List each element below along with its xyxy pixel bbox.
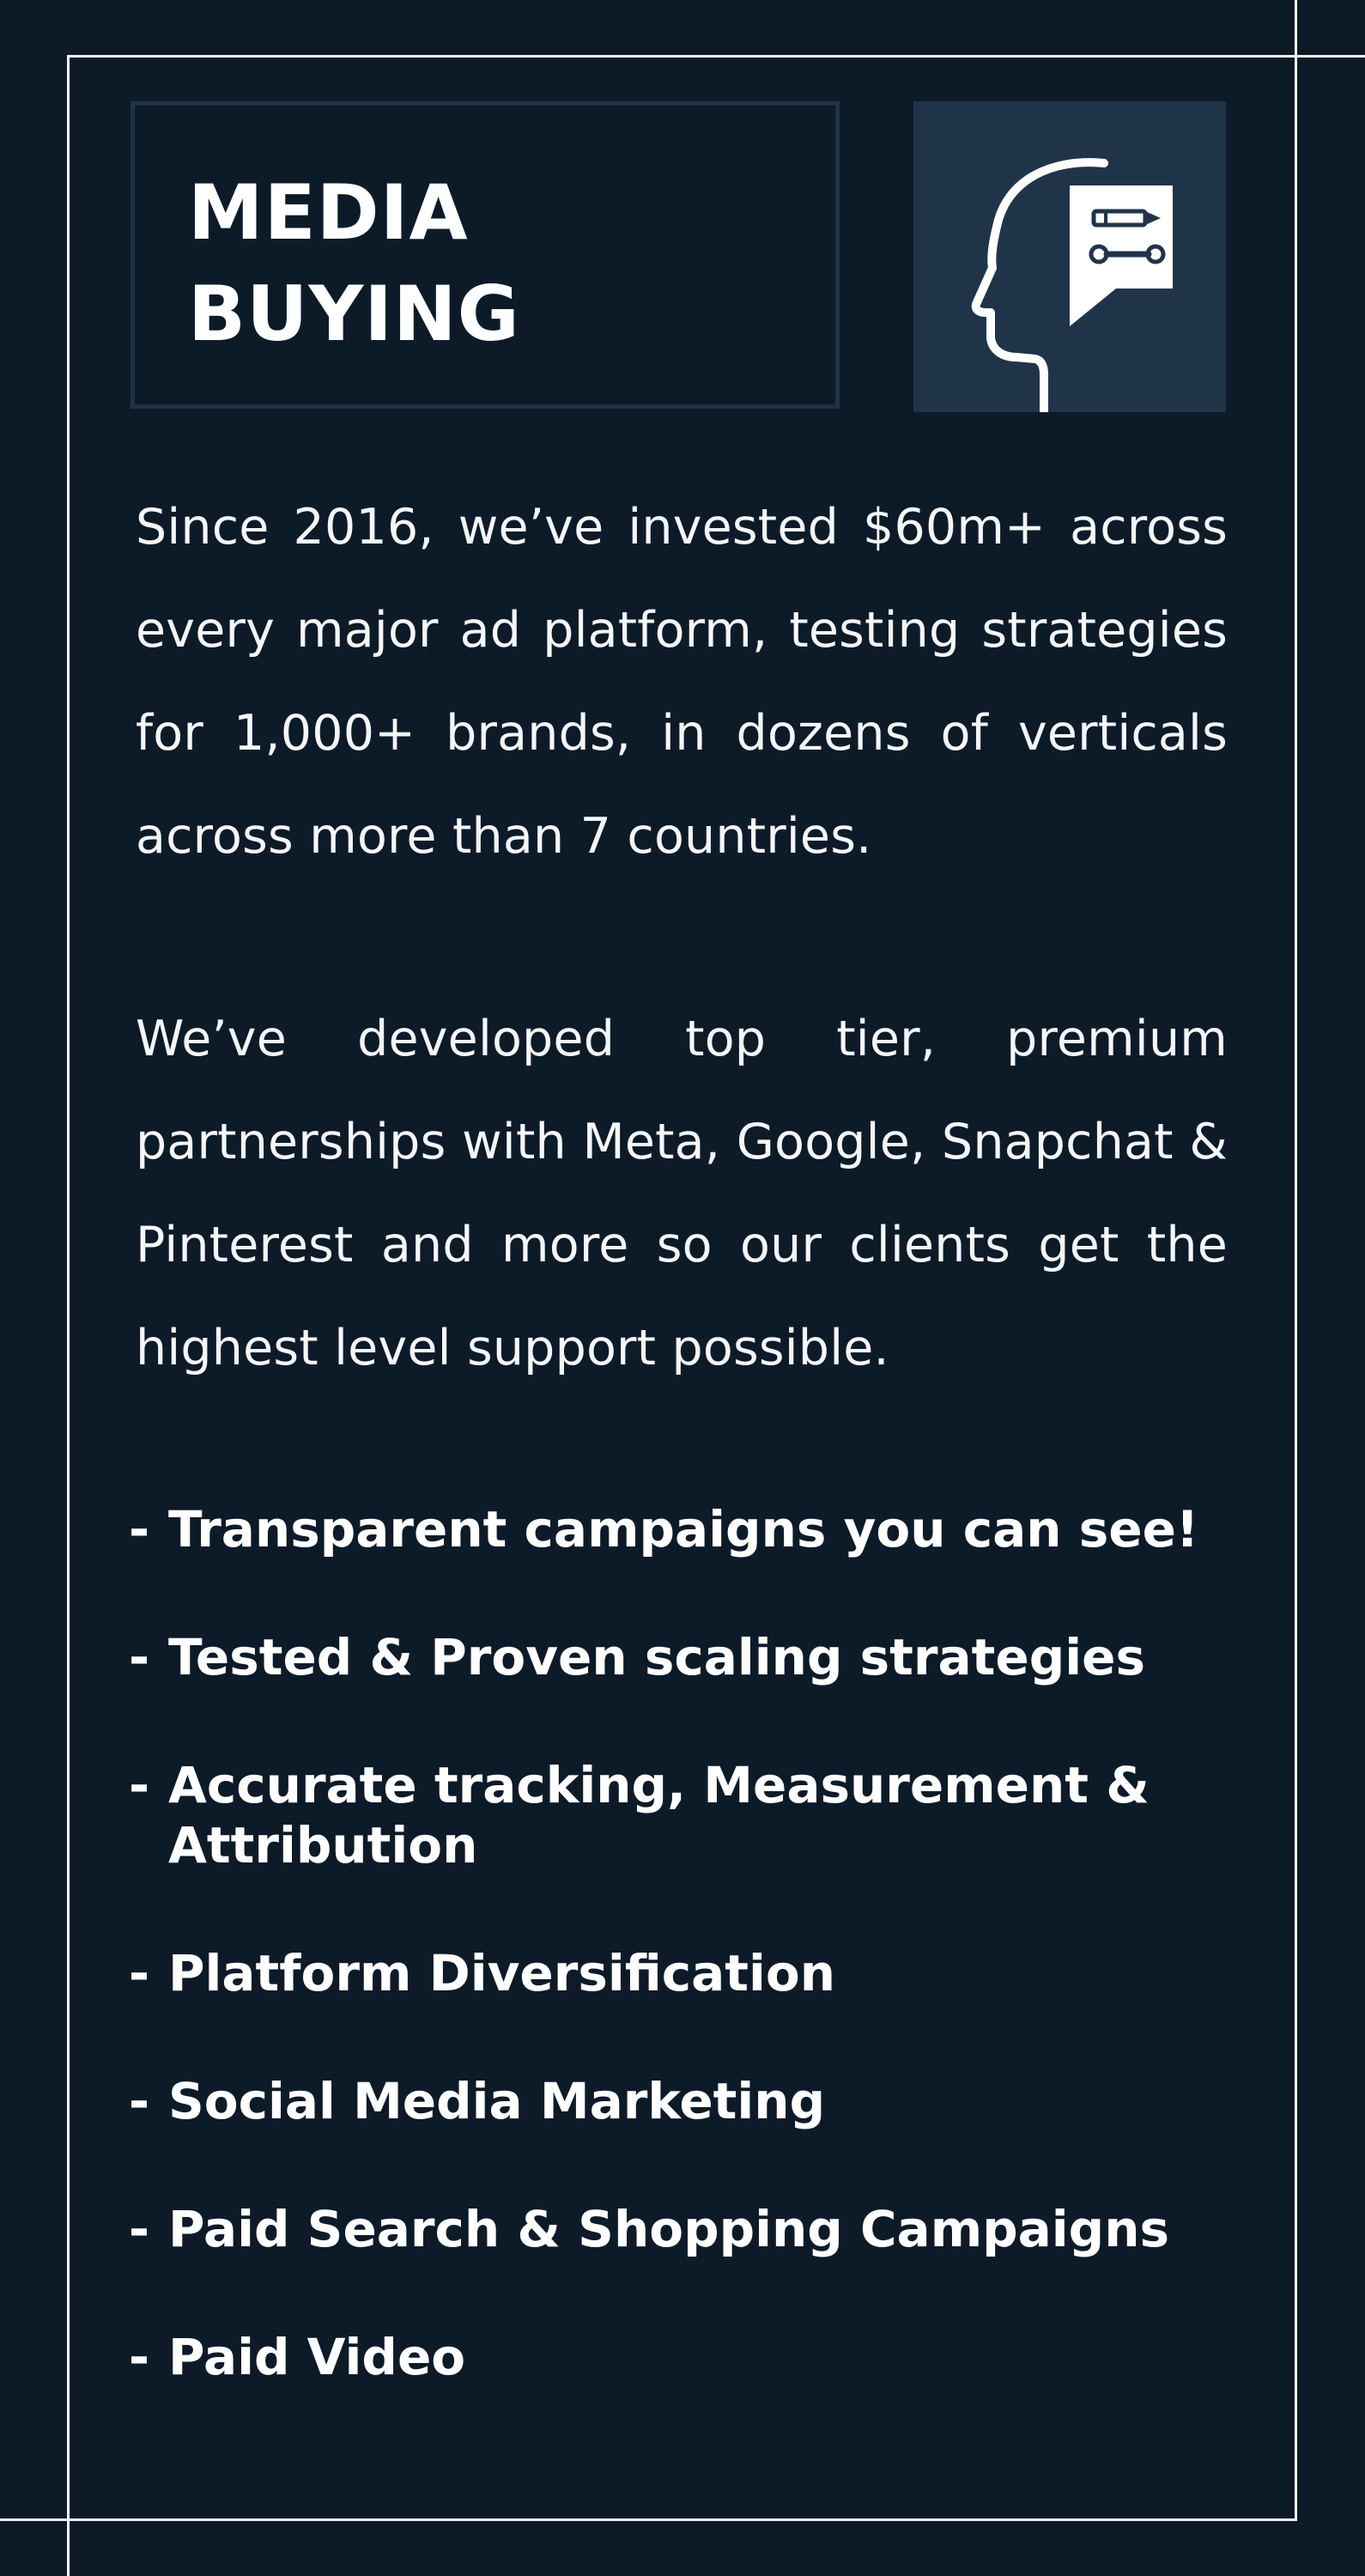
feature-dash: - (129, 1944, 150, 2002)
feature-label: Accurate tracking, Measurement & Attribution (168, 1756, 1150, 1874)
feature-list (129, 1499, 1279, 2455)
feature-item (129, 1627, 1279, 1687)
title-line-1: MEDIA (188, 168, 469, 257)
frame-line-left (67, 55, 70, 2576)
frame-line-right (1295, 0, 1297, 2521)
feature-label: Platform Diversification (168, 1944, 835, 2002)
feature-item (129, 2199, 1279, 2259)
feature-item (129, 1755, 1279, 1875)
feature-label: Social Media Marketing (168, 2072, 826, 2130)
feature-dash: - (129, 2072, 150, 2130)
feature-dash: - (129, 1628, 150, 1686)
frame-line-bottom (0, 2518, 1297, 2521)
feature-dash: - (129, 2328, 150, 2386)
feature-dash: - (129, 2200, 150, 2258)
title-box (130, 101, 840, 409)
feature-item (129, 1499, 1279, 1559)
feature-label: Paid Search & Shopping Campaigns (168, 2200, 1170, 2258)
feature-label: Transparent campaigns you can see! (168, 1500, 1199, 1558)
page-title (188, 162, 520, 365)
feature-item (129, 2327, 1279, 2387)
frame-line-top (67, 55, 1365, 58)
feature-label: Tested & Proven scaling strategies (168, 1628, 1145, 1686)
icon-panel (913, 101, 1226, 412)
head-with-tools-icon (913, 101, 1226, 412)
feature-item (129, 2071, 1279, 2131)
feature-item (129, 1943, 1279, 2003)
feature-label: Paid Video (168, 2328, 466, 2386)
intro-paragraph: Since 2016, we’ve invested $60m+ across every major ad platform, testing strategies for 1,000+ brands, in dozens of verticals across more than 7 countries. (136, 499, 1228, 865)
partnerships-paragraph: We’ve developed top tier, premium partnerships with Meta, Google, Snapchat & Pinterest and more so our clients get the highest level support possible. (136, 1011, 1228, 1376)
feature-dash: - (129, 1500, 150, 1558)
feature-dash: - (129, 1756, 150, 1814)
title-line-2: BUYING (188, 270, 520, 358)
